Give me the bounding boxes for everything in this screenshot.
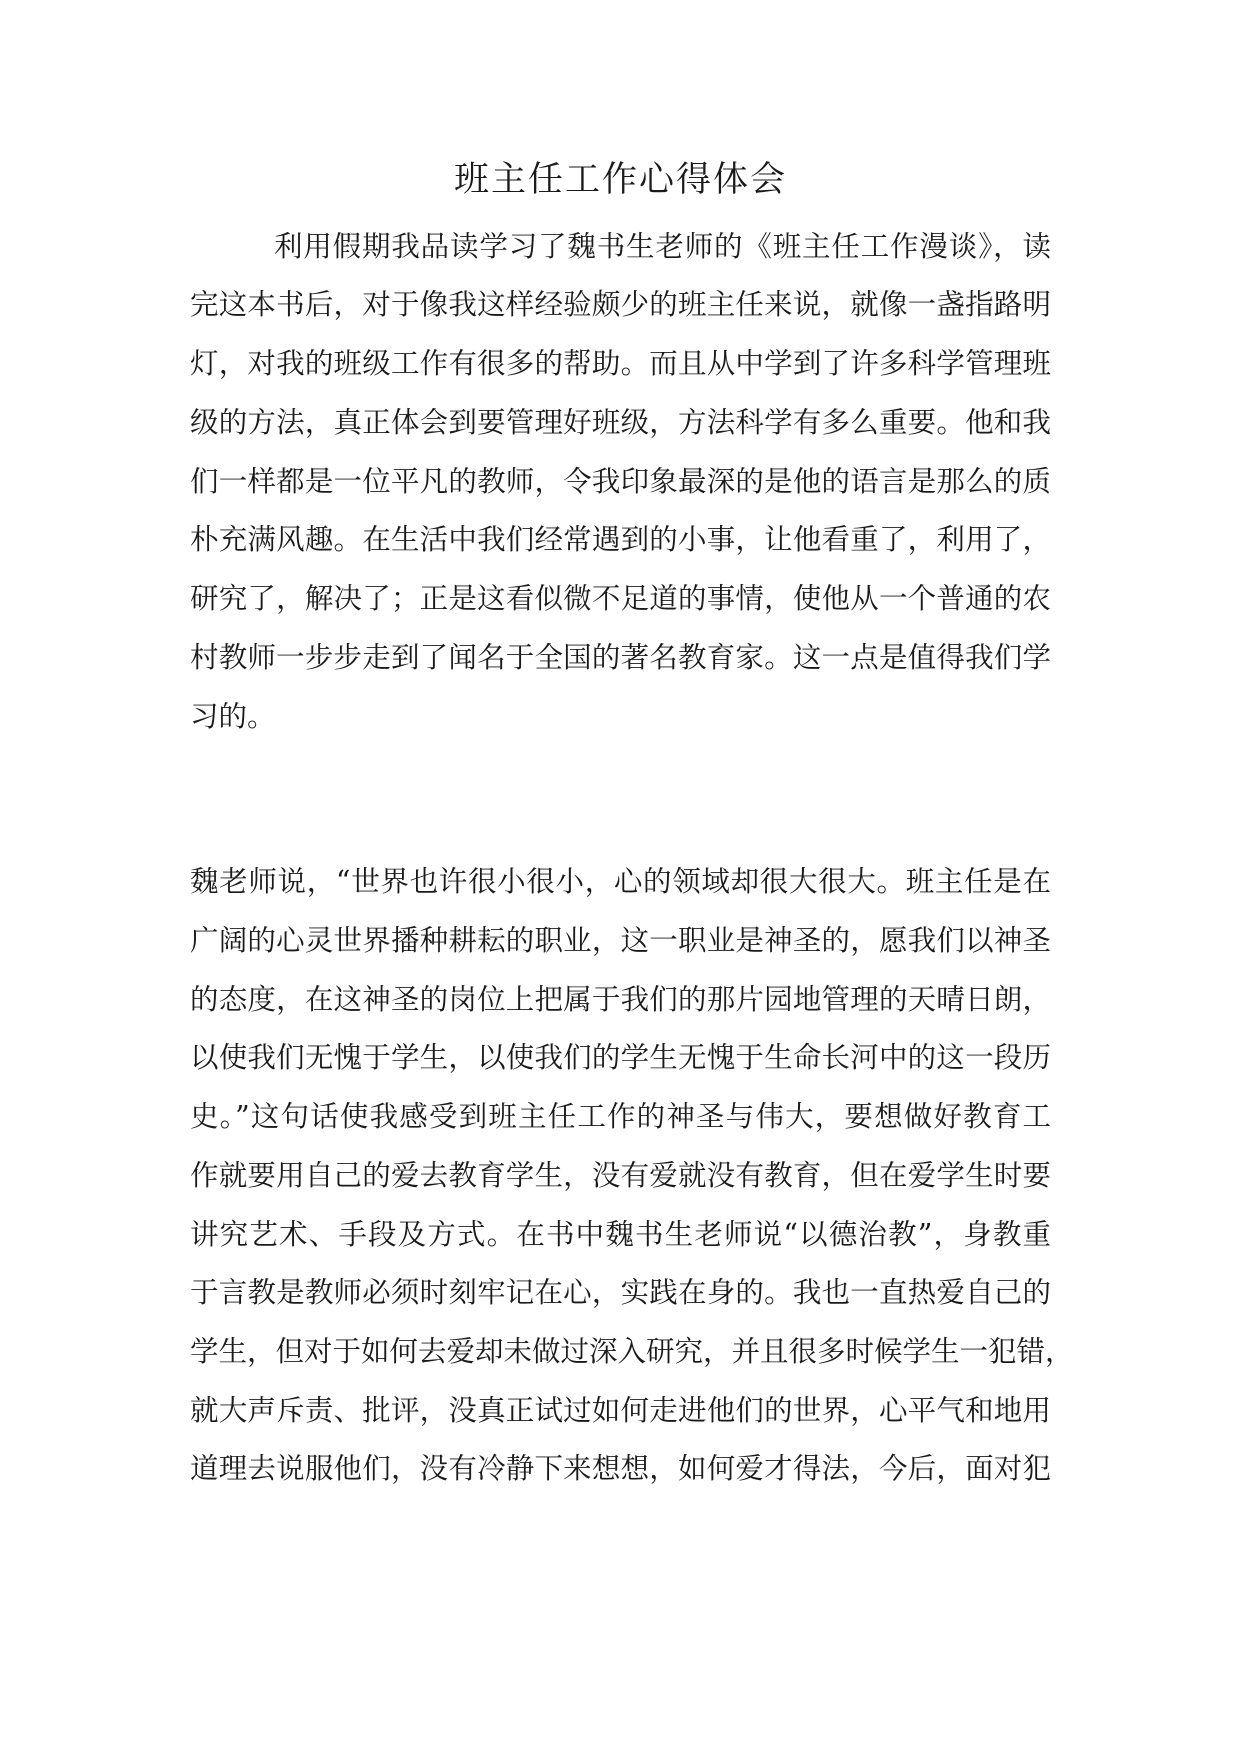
paragraph-line: 史。”这句话使我感受到班主任工作的神圣与伟大，要想做好教育工: [190, 1100, 1051, 1133]
paragraph-line: 研究了，解决了；正是这看似微不足道的事情，使他从一个普通的农: [190, 582, 1051, 615]
paragraph-line: 以使我们无愧于学生，以使我们的学生无愧于生命长河中的这一段历: [190, 1041, 1051, 1074]
paragraph-line: 就大声斥责、批评，没真正试过如何走进他们的世界，心平气和地用: [190, 1394, 1051, 1427]
paragraph-line: 魏老师说，“世界也许很小很小，心的领域却很大很大。班主任是在: [190, 865, 1051, 898]
document-title: 班主任工作心得体会: [453, 160, 787, 200]
paragraph-line: 们一样都是一位平凡的教师，令我印象最深的是他的语言是那么的质: [190, 465, 1051, 498]
paragraph-line: 广阔的心灵世界播种耕耘的职业，这一职业是神圣的，愿我们以神圣: [190, 924, 1051, 957]
paragraph-line: 利用假期我品读学习了魏书生老师的《班主任工作漫谈》，读: [274, 230, 1051, 263]
paragraph-line: 村教师一步步走到了闻名于全国的著名教育家。这一点是值得我们学: [190, 641, 1051, 674]
paragraph-line: 的态度，在这神圣的岗位上把属于我们的那片园地管理的天晴日朗，: [190, 983, 1051, 1016]
paragraph-line: 朴充满风趣。在生活中我们经常遇到的小事，让他看重了，利用了，: [190, 523, 1051, 556]
paragraph-line: 灯，对我的班级工作有很多的帮助。而且从中学到了许多科学管理班: [190, 347, 1051, 380]
paragraph-line: 于言教是教师必须时刻牢记在心，实践在身的。我也一直热爱自己的: [190, 1276, 1051, 1309]
paragraph-line: 学生，但对于如何去爱却未做过深入研究，并且很多时候学生一犯错，: [190, 1335, 1074, 1368]
paragraph-line: 习的。: [190, 700, 276, 733]
paragraph-line: 完这本书后，对于像我这样经验颇少的班主任来说，就像一盏指路明: [190, 288, 1051, 321]
paragraph-line: 道理去说服他们，没有冷静下来想想，如何爱才得法，今后，面对犯: [190, 1452, 1051, 1485]
paragraph-line: 作就要用自己的爱去教育学生，没有爱就没有教育，但在爱学生时要: [190, 1159, 1051, 1192]
paragraph-line: 级的方法，真正体会到要管理好班级，方法科学有多么重要。他和我: [190, 406, 1051, 439]
paragraph-line: 讲究艺术、手段及方式。在书中魏书生老师说“以德治教”，身教重: [190, 1218, 1051, 1251]
